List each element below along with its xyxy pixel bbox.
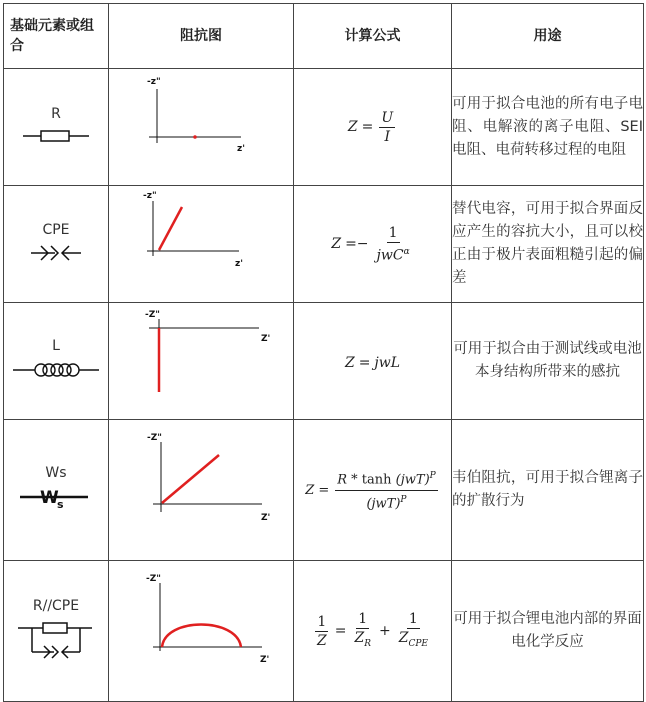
header-row: [4, 4, 644, 69]
element-label: CPE: [42, 222, 70, 238]
formula: $\frac{1}{Z}$ = $\frac{1}{Z_R}$ + $\frac{1}{Z_{CPE}}$: [317, 610, 428, 649]
warburg-symbol: [18, 487, 94, 511]
table-row: [4, 420, 644, 561]
table-row: [4, 186, 644, 303]
element-label: L: [52, 338, 60, 354]
x-axis-label: Z': [260, 655, 270, 665]
y-axis-label: -Z": [145, 310, 160, 320]
y-axis-label: -Z": [146, 574, 161, 584]
usage-cell: 可用于拟合由于测试线或电池本身结构所带来的感抗: [452, 303, 644, 420]
usage-cell: 可用于拟合锂电池内部的界面电化学反应: [452, 561, 644, 702]
impedance-plot-l: [109, 303, 294, 420]
formula-cell-r: [294, 69, 452, 186]
formula: Z = $\frac{R * \tanh (jwT)^P}{(jwT)^P}$: [305, 468, 439, 512]
impedance-plot-r: [109, 69, 294, 186]
nyquist-plot: [109, 561, 294, 697]
header-impedance: 阻抗图: [109, 4, 294, 69]
element-cell-cpe: [4, 186, 109, 303]
x-axis-label: z': [235, 259, 243, 269]
r-cpe-parallel-symbol: [16, 620, 96, 660]
impedance-plot-cpe: [109, 186, 294, 303]
nyquist-plot: [109, 420, 294, 556]
usage-cell: 替代电容，可用于拟合界面反应产生的容抗大小，且可以校正由于极片表面粗糙引起的偏差: [452, 186, 644, 303]
resistance-point: [193, 135, 197, 139]
header-usage: 用途: [452, 4, 644, 69]
formula-cell-ws: [294, 420, 452, 561]
header-formula: 计算公式: [294, 4, 452, 69]
formula-cell-l: [294, 303, 452, 420]
warburg-subscript: s: [57, 498, 64, 511]
table-row: [4, 561, 644, 702]
y-axis-label: -z": [147, 77, 161, 87]
nyquist-plot: [109, 69, 294, 181]
element-label: R: [51, 106, 61, 122]
warburg-letter: W: [40, 488, 59, 508]
element-cell-r: [4, 69, 109, 186]
formula: Z = $\frac{U}{I}$: [347, 109, 394, 145]
formula-cell-r-cpe: [294, 561, 452, 702]
element-cell-r-cpe: [4, 561, 109, 702]
element-label: R//CPE: [32, 598, 80, 614]
nyquist-plot: [109, 186, 294, 298]
x-axis-label: Z': [261, 513, 271, 523]
resistor-symbol: [21, 128, 91, 144]
element-cell-l: [4, 303, 109, 420]
element-label: Ws: [45, 465, 67, 481]
impedance-plot-ws: [109, 420, 294, 561]
cpe-symbol: [21, 244, 91, 262]
eis-elements-table: [3, 3, 644, 702]
table-row: [4, 69, 644, 186]
x-axis-label: z': [237, 144, 245, 154]
x-axis-label: Z': [261, 334, 271, 344]
formula: Z =− $\frac{1}{jwC^\alpha}$: [331, 224, 410, 264]
warburg-line: [162, 455, 219, 503]
cpe-line: [159, 207, 182, 250]
semicircle: [162, 625, 241, 648]
header-element: 基础元素或组合: [4, 4, 109, 69]
element-cell-ws: [4, 420, 109, 561]
y-axis-label: -Z": [147, 433, 162, 443]
usage-cell: 韦伯阻抗，可用于拟合锂离子的扩散行为: [452, 420, 644, 561]
table-row: [4, 303, 644, 420]
nyquist-plot: [109, 303, 294, 415]
y-axis-label: -z": [143, 191, 157, 201]
formula: Z = jwL: [344, 354, 401, 371]
impedance-plot-r-cpe: [109, 561, 294, 702]
formula-cell-cpe: [294, 186, 452, 303]
inductor-symbol: [11, 360, 101, 380]
usage-cell: 可用于拟合电池的所有电子电阻、电解液的离子电阻、SEI 电阻、电荷转移过程的电阻: [452, 69, 644, 186]
